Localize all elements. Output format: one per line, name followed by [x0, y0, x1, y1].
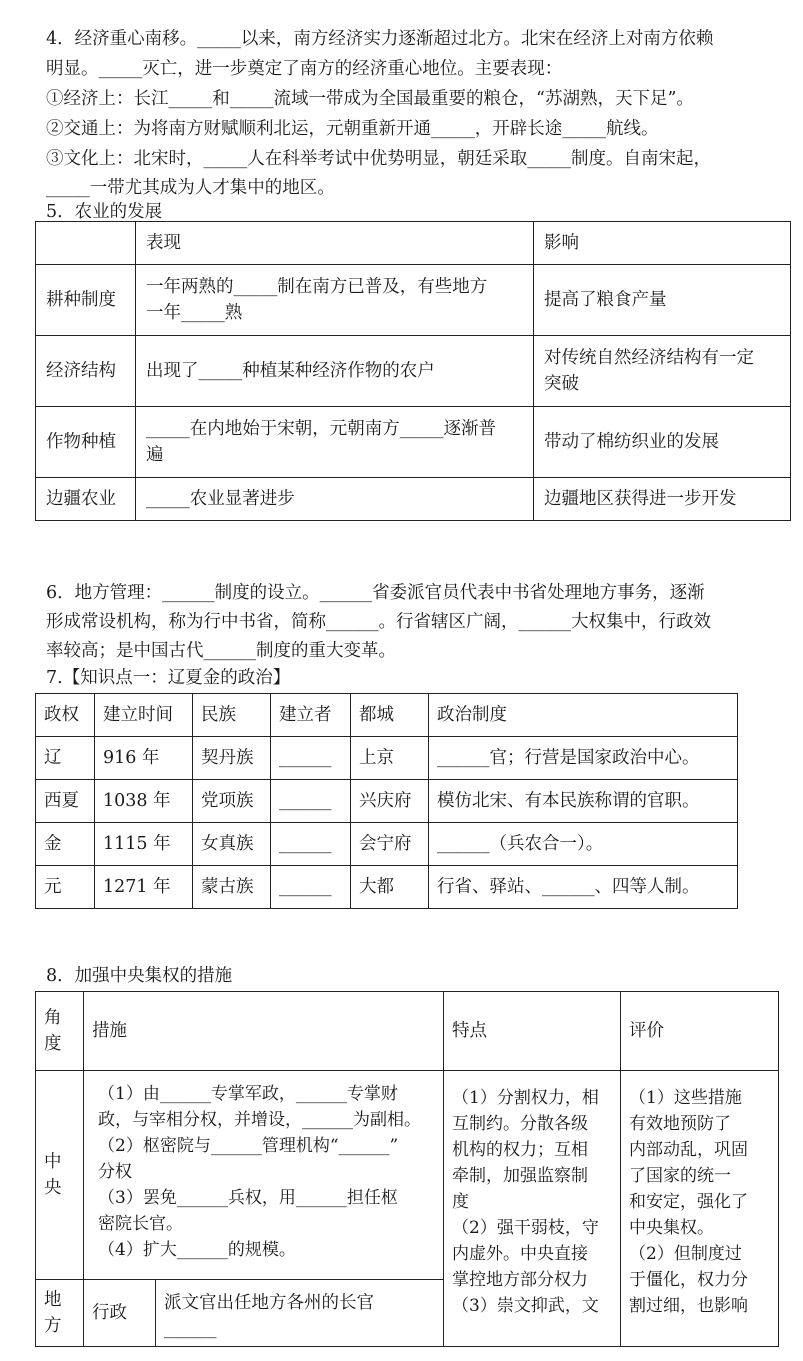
table-cell: 行省、驿站、______、四等人制。: [429, 866, 738, 909]
s4-line-5: ③文化上：北宋时，_____人在科举考试中优势明显，朝廷采取_____制度。自南宋起，: [46, 149, 711, 169]
row-label: 经济结构: [36, 336, 136, 407]
cell-text: （2）但制度过: [629, 1244, 742, 1264]
cell-effect: [534, 407, 791, 478]
row-label: 中 央: [36, 1071, 84, 1280]
cell-text: 度: [452, 1192, 469, 1212]
header-cell: 都城: [351, 694, 429, 737]
table-cell: 金: [36, 823, 95, 866]
features-cell: [444, 1071, 621, 1347]
table-cell: 契丹族: [193, 737, 271, 780]
cell-text: 机构的权力；互相: [452, 1140, 588, 1160]
s5-title: 5．农业的发展: [46, 202, 163, 222]
table-row: [36, 866, 738, 909]
table-row: [36, 407, 791, 478]
header-cell: 措施: [84, 992, 444, 1071]
cell-text: 于僵化，权力分: [629, 1270, 748, 1290]
table-cell: 蒙古族: [193, 866, 271, 909]
cell-text: 中央集权。: [629, 1218, 714, 1238]
header-cell: 角 度: [36, 992, 84, 1071]
table-cell: 女真族: [193, 823, 271, 866]
table-cell: 元: [36, 866, 95, 909]
cell-text: 掌控地方部分权力: [452, 1270, 588, 1290]
header-cell: 表现: [136, 222, 534, 265]
header-cell: 影响: [534, 222, 791, 265]
regimes-table: [35, 693, 738, 909]
cell-text: 有效地预防了: [629, 1114, 731, 1134]
cell-effect: [534, 478, 791, 521]
s6-line-3: 率较高；是中国古代______制度的重大变革。: [46, 641, 396, 661]
evaluation-cell: [621, 1071, 779, 1347]
centralization-table: [35, 991, 779, 1347]
header-cell: 建立时间: [95, 694, 193, 737]
header-cell: 评价: [621, 992, 779, 1071]
cell-text: _____农业显著进步: [146, 489, 295, 509]
table-cell: 1115 年: [95, 823, 193, 866]
s7-title: 7.【知识点一：辽夏金的政治】: [46, 668, 291, 688]
cell-text: _____在内地始于宋朝，元朝南方_____逐渐普: [146, 419, 496, 439]
table-cell: 辽: [36, 737, 95, 780]
central-measures-cell: [84, 1071, 444, 1280]
cell-text: （1）这些措施: [629, 1088, 742, 1108]
header-cell: [36, 222, 136, 265]
cell-effect: [534, 336, 791, 407]
cell-show: [136, 336, 534, 407]
s8-title: 8．加强中央集权的措施: [46, 966, 233, 986]
cell-text: 一年_____熟: [146, 303, 243, 323]
cell-text: 派文官出任地方各州的长官: [164, 1293, 374, 1313]
table-row: [36, 737, 738, 780]
table-row: [36, 823, 738, 866]
row-label: 地 方: [36, 1280, 84, 1347]
cell-text: （3）罢免______兵权，用______担任枢: [98, 1188, 398, 1208]
cell-text: 了国家的统一: [629, 1166, 731, 1186]
table-cell: ______官；行营是国家政治中心。: [429, 737, 738, 780]
cell-text: 提高了粮食产量: [544, 290, 667, 310]
header-cell: 特点: [444, 992, 621, 1071]
table-row: [36, 780, 738, 823]
s6-line-1: 6．地方管理：______制度的设立。______省委派官员代表中书省处理地方事务，逐渐: [46, 583, 705, 603]
cell-text: 内虚外。中央直接: [452, 1244, 588, 1264]
table-row: [36, 478, 791, 521]
local-measure-cell: [156, 1280, 444, 1347]
cell-text: 分权: [98, 1162, 132, 1182]
table-row: [36, 336, 791, 407]
row-label: 耕种制度: [36, 265, 136, 336]
cell-text: 互制约。分散各级: [452, 1114, 588, 1134]
header-cell: 政治制度: [429, 694, 738, 737]
table-row: [36, 694, 738, 737]
local-sub-label: 行政: [84, 1280, 156, 1347]
table-cell: 模仿北宋、有本民族称谓的官职。: [429, 780, 738, 823]
header-cell: 建立者: [271, 694, 351, 737]
cell-text: （2）强干弱枝，守: [452, 1218, 599, 1238]
cell-text: （2）枢密院与______管理机构“______”: [98, 1136, 399, 1156]
cell-text: 一年两熟的_____制在南方已普及，有些地方: [146, 277, 488, 297]
cell-text: 边疆地区获得进一步开发: [544, 489, 737, 509]
table-cell: 上京: [351, 737, 429, 780]
s4-line-4: ②交通上：为将南方财赋顺利北运，元朝重新开通_____，开辟长途_____航线。: [46, 119, 659, 139]
cell-text: 密院长官。: [98, 1214, 183, 1234]
cell-text: 内部动乱，巩固: [629, 1140, 748, 1160]
table-cell: ______: [271, 737, 351, 780]
cell-text: 出现了_____种植某种经济作物的农户: [146, 361, 435, 381]
cell-text: 带动了棉纺织业的发展: [544, 432, 719, 452]
cell-text: 和安定，强化了: [629, 1192, 748, 1212]
s4-line-6: _____一带尤其成为人才集中的地区。: [46, 178, 335, 198]
table-cell: ______: [271, 780, 351, 823]
table-row: [36, 222, 791, 265]
table-cell: ______: [271, 866, 351, 909]
header-cell: 政权: [36, 694, 95, 737]
table-cell: 916 年: [95, 737, 193, 780]
s4-line-1: 4．经济重心南移。_____以来，南方经济实力逐渐超过北方。北宋在经济上对南方依赖: [46, 29, 714, 49]
table-row: [36, 992, 779, 1071]
agriculture-table: [35, 221, 791, 521]
cell-text: 突破: [544, 374, 579, 394]
table-cell: 党项族: [193, 780, 271, 823]
table-cell: 大都: [351, 866, 429, 909]
cell-show: [136, 407, 534, 478]
s6-line-2: 形成常设机构，称为行中书省，简称______。行省辖区广阔，______大权集中，行政效: [46, 612, 711, 632]
row-label: 作物种植: [36, 407, 136, 478]
table-cell: 兴庆府: [351, 780, 429, 823]
row-label: 边疆农业: [36, 478, 136, 521]
table-cell: ______（兵农合一）。: [429, 823, 738, 866]
table-cell: 1271 年: [95, 866, 193, 909]
cell-text: （1）由______专掌军政，______专掌财: [98, 1084, 398, 1104]
cell-show: [136, 478, 534, 521]
table-cell: 会宁府: [351, 823, 429, 866]
cell-text: 政，与宰相分权，并增设，______为副相。: [98, 1110, 421, 1130]
cell-text: （1）分割权力，相: [452, 1088, 599, 1108]
s4-line-3: ①经济上：长江_____和_____流域一带成为全国最重要的粮仓，“苏湖熟，天下足”。: [46, 89, 694, 109]
cell-text: 割过细，也影响: [629, 1296, 748, 1316]
cell-text: 牵制，加强监察制: [452, 1166, 588, 1186]
cell-text: ______: [164, 1319, 217, 1339]
cell-effect: [534, 265, 791, 336]
s4-line-2: 明显。_____灭亡，进一步奠定了南方的经济重心地位。主要表现：: [46, 59, 563, 79]
table-row: [36, 1071, 779, 1280]
cell-text: 遍: [146, 445, 164, 465]
cell-show: [136, 265, 534, 336]
table-cell: 1038 年: [95, 780, 193, 823]
cell-text: 对传统自然经济结构有一定: [544, 348, 754, 368]
cell-text: （3）崇文抑武，文: [452, 1296, 599, 1316]
table-cell: ______: [271, 823, 351, 866]
table-row: [36, 265, 791, 336]
header-cell: 民族: [193, 694, 271, 737]
table-cell: 西夏: [36, 780, 95, 823]
cell-text: （4）扩大______的规模。: [98, 1240, 296, 1260]
